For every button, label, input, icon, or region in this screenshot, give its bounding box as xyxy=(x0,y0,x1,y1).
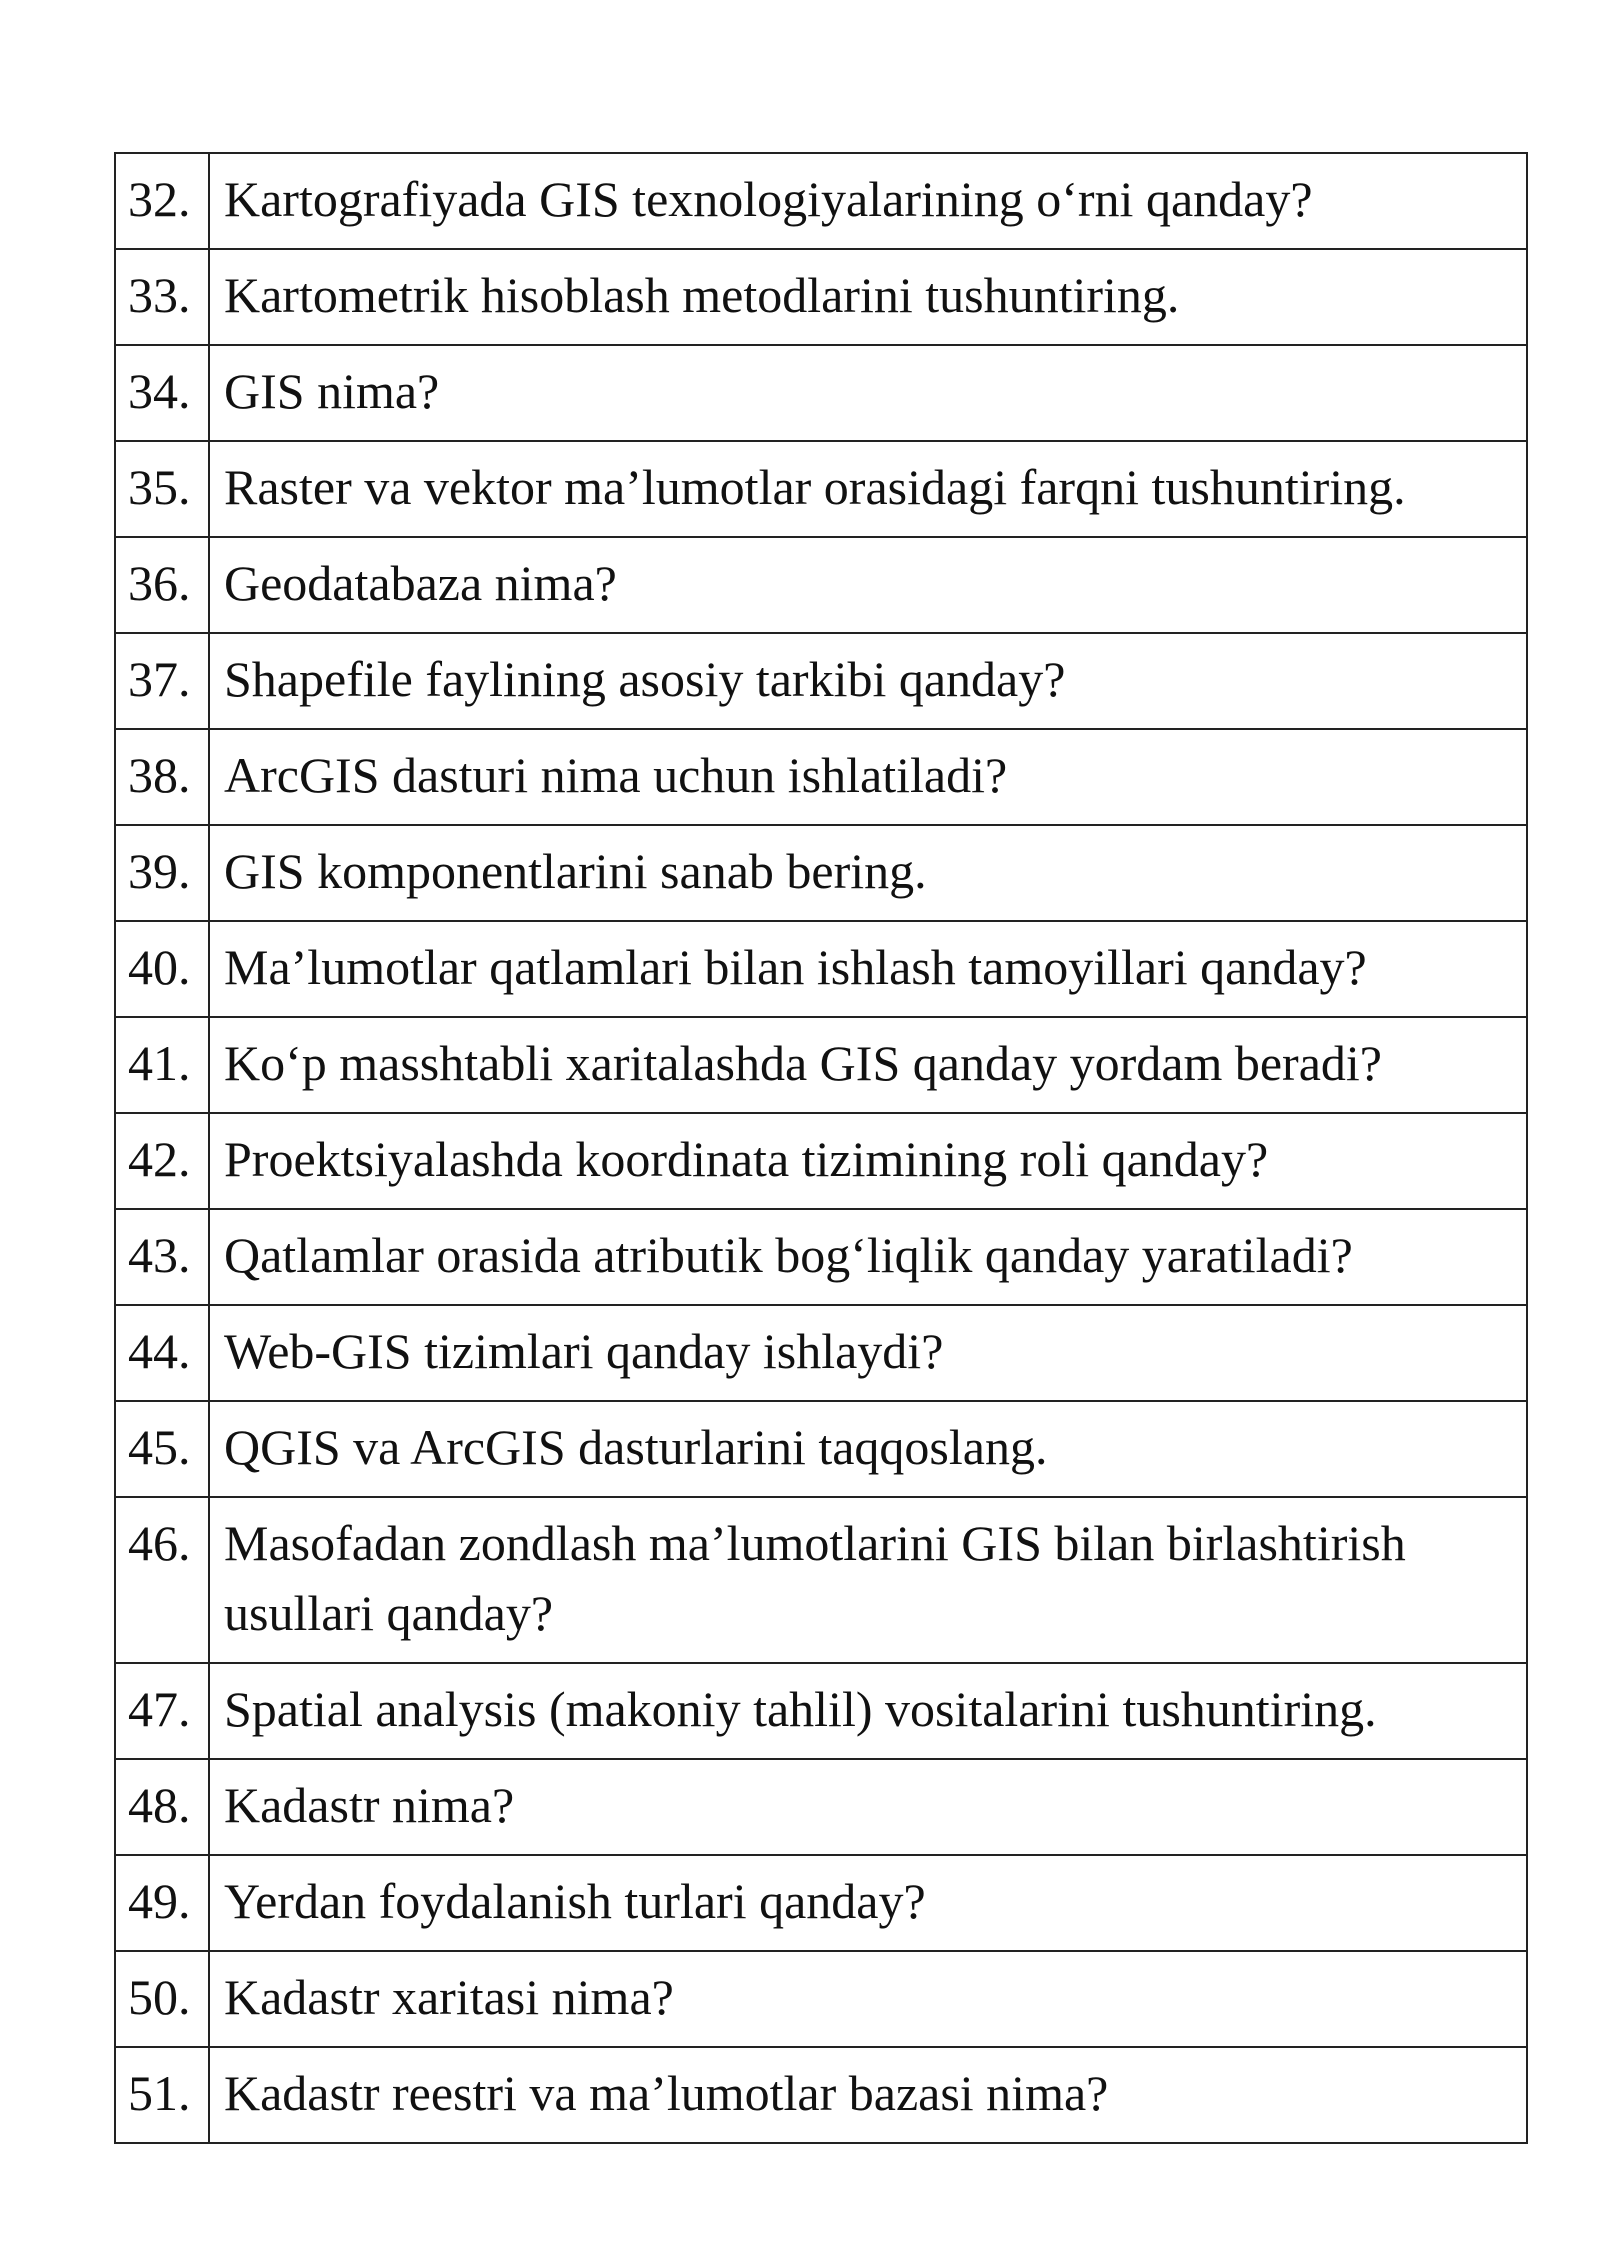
question-text: Kadastr nima? xyxy=(209,1759,1527,1855)
question-number: 44. xyxy=(115,1305,209,1401)
table-row xyxy=(115,345,1527,441)
question-text: Ko‘p masshtabli xaritalashda GIS qanday yordam beradi? xyxy=(209,1017,1527,1113)
table-row xyxy=(115,1663,1527,1759)
question-text: Ma’lumotlar qatlamlari bilan ishlash tamoyillari qanday? xyxy=(209,921,1527,1017)
question-number: 33. xyxy=(115,249,209,345)
table-row xyxy=(115,825,1527,921)
question-number: 47. xyxy=(115,1663,209,1759)
question-number: 36. xyxy=(115,537,209,633)
questions-table xyxy=(114,152,1528,2144)
table-row xyxy=(115,729,1527,825)
table-row xyxy=(115,153,1527,249)
question-text: Kadastr reestri va ma’lumotlar bazasi nima? xyxy=(209,2047,1527,2143)
table-row xyxy=(115,633,1527,729)
question-text: Spatial analysis (makoniy tahlil) vositalarini tushuntiring. xyxy=(209,1663,1527,1759)
question-text: Geodatabaza nima? xyxy=(209,537,1527,633)
table-row xyxy=(115,249,1527,345)
table-row xyxy=(115,441,1527,537)
question-text: ArcGIS dasturi nima uchun ishlatiladi? xyxy=(209,729,1527,825)
question-number: 45. xyxy=(115,1401,209,1497)
question-text: QGIS va ArcGIS dasturlarini taqqoslang. xyxy=(209,1401,1527,1497)
table-row xyxy=(115,537,1527,633)
question-text: Web-GIS tizimlari qanday ishlaydi? xyxy=(209,1305,1527,1401)
question-text: Qatlamlar orasida atributik bog‘liqlik qanday yaratiladi? xyxy=(209,1209,1527,1305)
question-number: 37. xyxy=(115,633,209,729)
table-row xyxy=(115,1113,1527,1209)
table-row xyxy=(115,1759,1527,1855)
table-row xyxy=(115,921,1527,1017)
table-row xyxy=(115,1497,1527,1663)
question-number: 38. xyxy=(115,729,209,825)
table-row xyxy=(115,2047,1527,2143)
table-row xyxy=(115,1209,1527,1305)
question-number: 49. xyxy=(115,1855,209,1951)
question-number: 35. xyxy=(115,441,209,537)
question-text: Kartometrik hisoblash metodlarini tushuntiring. xyxy=(209,249,1527,345)
question-number: 32. xyxy=(115,153,209,249)
question-text: Shapefile faylining asosiy tarkibi qanday? xyxy=(209,633,1527,729)
question-number: 48. xyxy=(115,1759,209,1855)
question-number: 34. xyxy=(115,345,209,441)
question-text: Proektsiyalashda koordinata tizimining roli qanday? xyxy=(209,1113,1527,1209)
table-row xyxy=(115,1401,1527,1497)
question-text: Raster va vektor ma’lumotlar orasidagi farqni tushuntiring. xyxy=(209,441,1527,537)
question-number: 51. xyxy=(115,2047,209,2143)
table-row xyxy=(115,1305,1527,1401)
question-text: Yerdan foydalanish turlari qanday? xyxy=(209,1855,1527,1951)
question-number: 50. xyxy=(115,1951,209,2047)
table-row xyxy=(115,1017,1527,1113)
question-text: GIS nima? xyxy=(209,345,1527,441)
table-row xyxy=(115,1951,1527,2047)
question-text: Kartografiyada GIS texnologiyalarining o‘rni qanday? xyxy=(209,153,1527,249)
question-number: 41. xyxy=(115,1017,209,1113)
question-number: 46. xyxy=(115,1497,209,1663)
question-number: 43. xyxy=(115,1209,209,1305)
table-row xyxy=(115,1855,1527,1951)
question-text: Masofadan zondlash ma’lumotlarini GIS bilan birlashtirish usullari qanday? xyxy=(209,1497,1527,1663)
question-text: GIS komponentlarini sanab bering. xyxy=(209,825,1527,921)
question-number: 40. xyxy=(115,921,209,1017)
question-number: 42. xyxy=(115,1113,209,1209)
question-number: 39. xyxy=(115,825,209,921)
question-text: Kadastr xaritasi nima? xyxy=(209,1951,1527,2047)
